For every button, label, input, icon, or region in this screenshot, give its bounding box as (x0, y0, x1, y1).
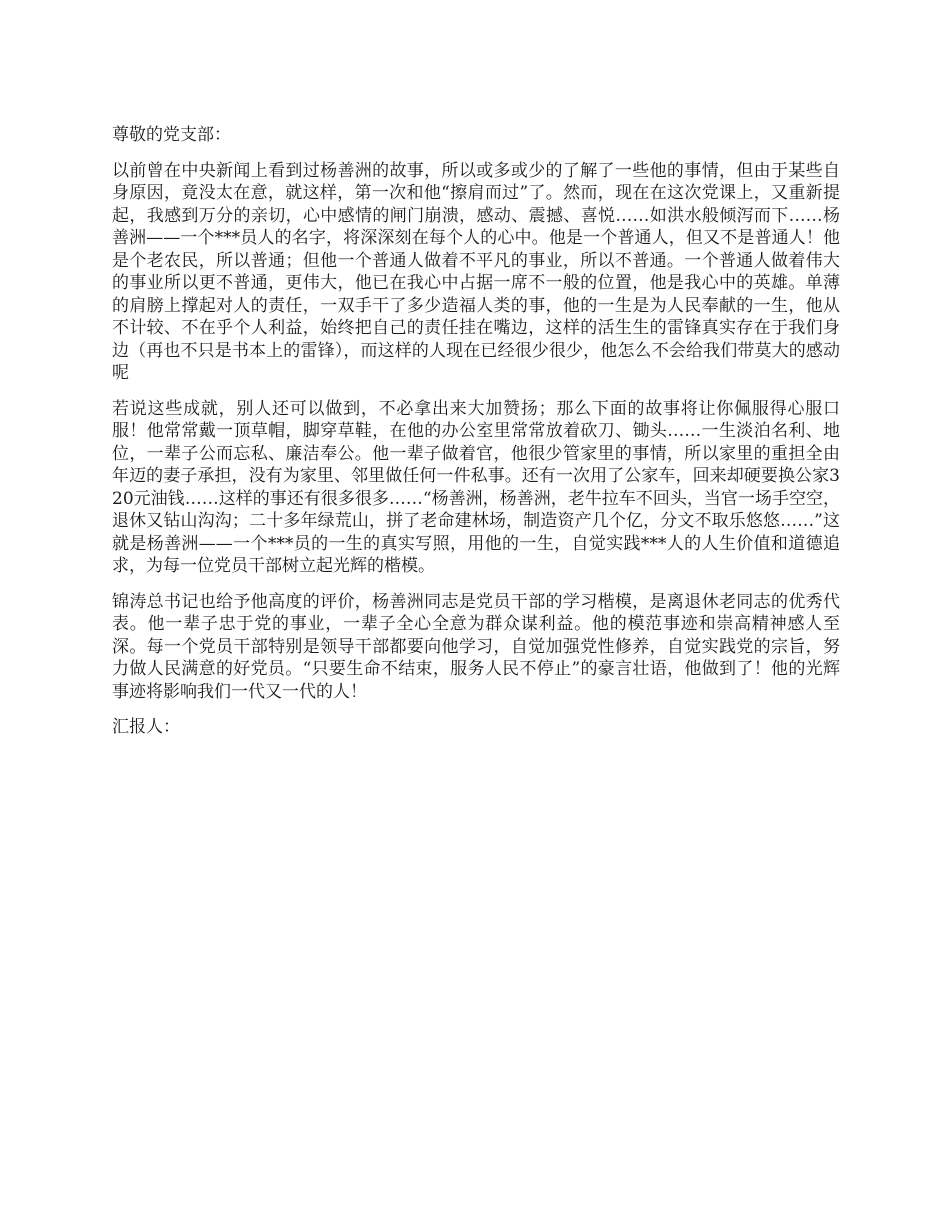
paragraph-3: 锦涛总书记也给予他高度的评价，杨善洲同志是党员干部的学习楷模，是离退休老同志的优秀代表。他一辈子忠于党的事业，一辈子全心全意为群众谋利益。他的模范事迹和崇高精神感人至深。每一个党员干部特别是领导干部都要向他学习，自觉加强党性修养，自觉实践党的宗旨，努力做人民满意的好党员。“只要生命不结束，服务人民不停止”的豪言壮语，他做到了！他的光辉事迹将影响我们一代又一代的人！ (112, 591, 840, 702)
paragraph-1: 以前曾在中央新闻上看到过杨善洲的故事，所以或多或少的了解了一些他的事情，但由于某些自身原因，竟没太在意，就这样，第一次和他“擦肩而过”了。然而，现在在这次党课上，又重新提起，我感到万分的亲切，心中感情的闸门崩溃，感动、震撼、喜悦……如洪水般倾泻而下……杨善洲——一个***员人的名字，将深深刻在每个人的心中。他是一个普通人，但又不是普通人！他是个老农民，所以普通；但他一个普通人做着不平凡的事业，所以不普通。一个普通人做着伟大的事业所以更不普通，更伟大，他已在我心中占据一席不一般的位置，他是我心中的英雄。单薄的肩膀上撑起对人的责任，一双手干了多少造福人类的事，他的一生是为人民奉献的一生，他从不计较、不在乎个人利益，始终把自己的责任挂在嘴边，这样的活生生的雷锋真实存在于我们身边（再也不只是书本上的雷锋），而这样的人现在已经很少很少，他怎么不会给我们带莫大的感动呢 (112, 160, 840, 383)
document-page (112, 124, 840, 752)
paragraph-2: 若说这些成就，别人还可以做到，不必拿出来大加赞扬；那么下面的故事将让你佩服得心服口服！他常常戴一顶草帽，脚穿草鞋，在他的办公室里常常放着砍刀、锄头……一生淡泊名利、地位，一辈子公而忘私、廉洁奉公。他一辈子做着官，他很少管家里的事情，所以家里的重担全由年迈的妻子承担，没有为家里、邻里做任何一件私事。还有一次用了公家车，回来却硬要换公家320元油钱……这样的事还有很多很多……“杨善洲，杨善洲，老牛拉车不回头，当官一场手空空，退休又钻山沟沟；二十多年绿荒山，拼了老命建林场，制造资产几个亿，分文不取乐悠悠……”这就是杨善洲——一个***员的一生的真实写照，用他的一生，自觉实践***人的人生价值和道德追求，为每一位党员干部树立起光辉的楷模。 (112, 398, 840, 576)
salutation: 尊敬的党支部： (112, 125, 231, 145)
signature-line: 汇报人： (112, 717, 180, 737)
